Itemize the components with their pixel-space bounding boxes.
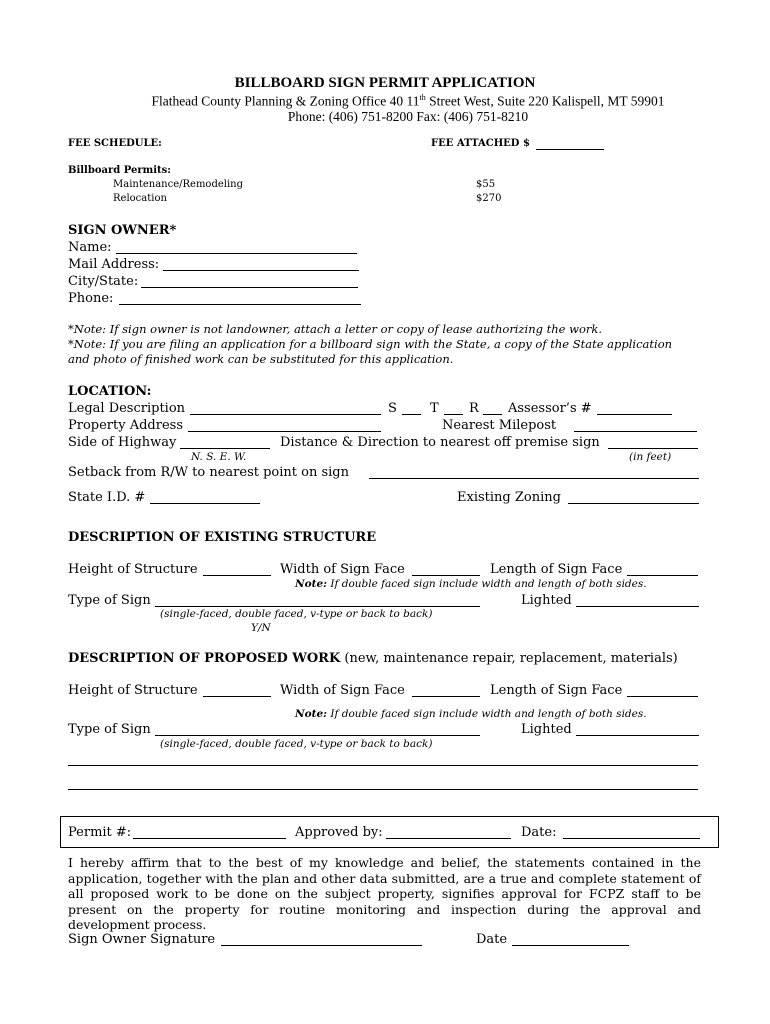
legal-description-field[interactable]: [190, 414, 381, 415]
note-state-line1: *Note: If you are filing an application for a billboard sign with the State, a copy of the State application: [68, 337, 673, 351]
assessor-field[interactable]: [597, 414, 672, 415]
existing-length-label: Length of Sign Face: [490, 562, 623, 577]
approved-by-label: Approved by:: [295, 825, 383, 840]
existing-height-label: Height of Structure: [68, 562, 198, 577]
nsew-hint: N. S. E. W.: [191, 451, 247, 463]
fee-amount-maintenance: $55: [476, 179, 496, 190]
signature-field[interactable]: [221, 945, 422, 946]
office-date-field[interactable]: [563, 838, 700, 839]
existing-zoning-label: Existing Zoning: [457, 490, 561, 505]
proposed-height-field[interactable]: [203, 696, 271, 697]
owner-mail-label: Mail Address:: [68, 257, 160, 272]
proposed-lighted-field[interactable]: [576, 735, 699, 736]
proposed-type-field[interactable]: [155, 735, 480, 736]
permit-number-label: Permit #:: [68, 825, 132, 840]
existing-type-hint: (single-faced, double faced, v-type or back to back): [160, 608, 433, 620]
office-date-label: Date:: [521, 825, 557, 840]
proposed-note-bold: Note:: [295, 708, 328, 720]
section-field[interactable]: [402, 414, 421, 415]
range-label: R: [469, 401, 479, 416]
proposed-extra-line-2[interactable]: [68, 789, 698, 790]
address-sup: th: [419, 93, 426, 102]
fee-attached-label: FEE ATTACHED $: [431, 138, 530, 149]
affirmation-text: I hereby affirm that to the best of my knowledge and belief, the statements contained in the application, together with the plan and other data submitted, are a true and complete statement of all proposed work to be done on the subject property, signifies approval for FCPZ staff to be present on the property for routine monitoring and inspection during the approval and development process.: [68, 855, 701, 932]
side-of-highway-label: Side of Highway: [68, 435, 177, 450]
township-label: T: [430, 401, 439, 416]
existing-width-label: Width of Sign Face: [280, 562, 405, 577]
proposed-type-hint: (single-faced, double faced, v-type or back to back): [160, 738, 433, 750]
in-feet-hint: (in feet): [629, 451, 672, 463]
owner-phone-field[interactable]: [119, 304, 361, 305]
proposed-heading-bold: DESCRIPTION OF PROPOSED WORK: [68, 651, 341, 666]
owner-city-field[interactable]: [141, 287, 358, 288]
proposed-width-field[interactable]: [412, 696, 480, 697]
permit-number-field[interactable]: [133, 838, 286, 839]
existing-length-field[interactable]: [627, 575, 698, 576]
owner-name-field[interactable]: [116, 253, 357, 254]
distance-direction-label: Distance & Direction to nearest off premise sign: [280, 435, 600, 450]
proposed-note: [295, 708, 647, 720]
proposed-work-heading: [68, 651, 678, 666]
existing-structure-heading: DESCRIPTION OF EXISTING STRUCTURE: [68, 530, 377, 545]
nearest-milepost-field[interactable]: [574, 431, 697, 432]
existing-lighted-field[interactable]: [576, 606, 699, 607]
note-state-line2: and photo of finished work can be substituted for this application.: [68, 352, 454, 366]
proposed-length-field[interactable]: [627, 696, 698, 697]
approved-by-field[interactable]: [386, 838, 511, 839]
proposed-lighted-label: Lighted: [521, 722, 572, 737]
fee-item-maintenance: Maintenance/Remodeling: [113, 179, 244, 190]
address-suffix: Street West, Suite 220 Kalispell, MT 59901: [425, 93, 665, 109]
state-id-field[interactable]: [150, 503, 260, 504]
owner-city-label: City/State:: [68, 274, 139, 289]
existing-note-bold: Note:: [295, 578, 328, 590]
range-field[interactable]: [483, 414, 502, 415]
fee-attached-field[interactable]: [536, 149, 604, 150]
existing-yn-hint: Y/N: [251, 622, 271, 634]
existing-zoning-field[interactable]: [568, 503, 699, 504]
billboard-permits-label: Billboard Permits:: [68, 165, 171, 176]
section-label: S: [388, 401, 397, 416]
page-title: BILLBOARD SIGN PERMIT APPLICATION: [234, 75, 536, 91]
assessor-label: Assessor’s #: [508, 401, 592, 416]
state-id-label: State I.D. #: [68, 490, 146, 505]
office-phone: Phone: (406) 751-8200 Fax: (406) 751-8210: [287, 109, 529, 124]
existing-type-label: Type of Sign: [68, 593, 151, 608]
proposed-type-label: Type of Sign: [68, 722, 151, 737]
address-prefix: Flathead County Planning & Zoning Office 40 11: [151, 93, 420, 109]
setback-label: Setback from R/W to nearest point on sign: [68, 465, 349, 480]
fee-amount-relocation: $270: [476, 193, 502, 204]
office-use-box: [60, 816, 719, 848]
signature-date-label: Date: [476, 932, 508, 947]
office-address: [0, 93, 770, 110]
proposed-note-text: If double faced sign include width and length of both sides.: [327, 708, 647, 720]
owner-name-label: Name:: [68, 240, 112, 255]
existing-note-text: If double faced sign include width and length of both sides.: [327, 578, 647, 590]
fee-item-relocation: Relocation: [113, 193, 167, 204]
nearest-milepost-label: Nearest Milepost: [442, 418, 557, 433]
existing-type-field[interactable]: [155, 606, 480, 607]
existing-width-field[interactable]: [412, 575, 480, 576]
legal-description-label: Legal Description: [68, 401, 186, 416]
owner-mail-field[interactable]: [163, 270, 359, 271]
side-of-highway-field[interactable]: [180, 448, 270, 449]
proposed-extra-line-1[interactable]: [68, 765, 698, 766]
proposed-heading-rest: (new, maintenance repair, replacement, materials): [340, 651, 678, 666]
sign-owner-heading: SIGN OWNER*: [68, 223, 177, 238]
property-address-field[interactable]: [188, 431, 381, 432]
property-address-label: Property Address: [68, 418, 184, 433]
signature-label: Sign Owner Signature: [68, 932, 216, 947]
existing-height-field[interactable]: [203, 575, 271, 576]
setback-field[interactable]: [369, 478, 699, 479]
distance-direction-field[interactable]: [608, 448, 698, 449]
township-field[interactable]: [444, 414, 463, 415]
proposed-width-label: Width of Sign Face: [280, 683, 405, 698]
location-heading: LOCATION:: [68, 384, 152, 399]
fee-schedule-label: FEE SCHEDULE:: [68, 138, 162, 149]
proposed-length-label: Length of Sign Face: [490, 683, 623, 698]
owner-phone-label: Phone:: [68, 291, 114, 306]
note-landowner: *Note: If sign owner is not landowner, attach a letter or copy of lease authorizing the work.: [68, 322, 603, 336]
existing-note: [295, 578, 647, 590]
proposed-height-label: Height of Structure: [68, 683, 198, 698]
existing-lighted-label: Lighted: [521, 593, 572, 608]
signature-date-field[interactable]: [512, 945, 629, 946]
